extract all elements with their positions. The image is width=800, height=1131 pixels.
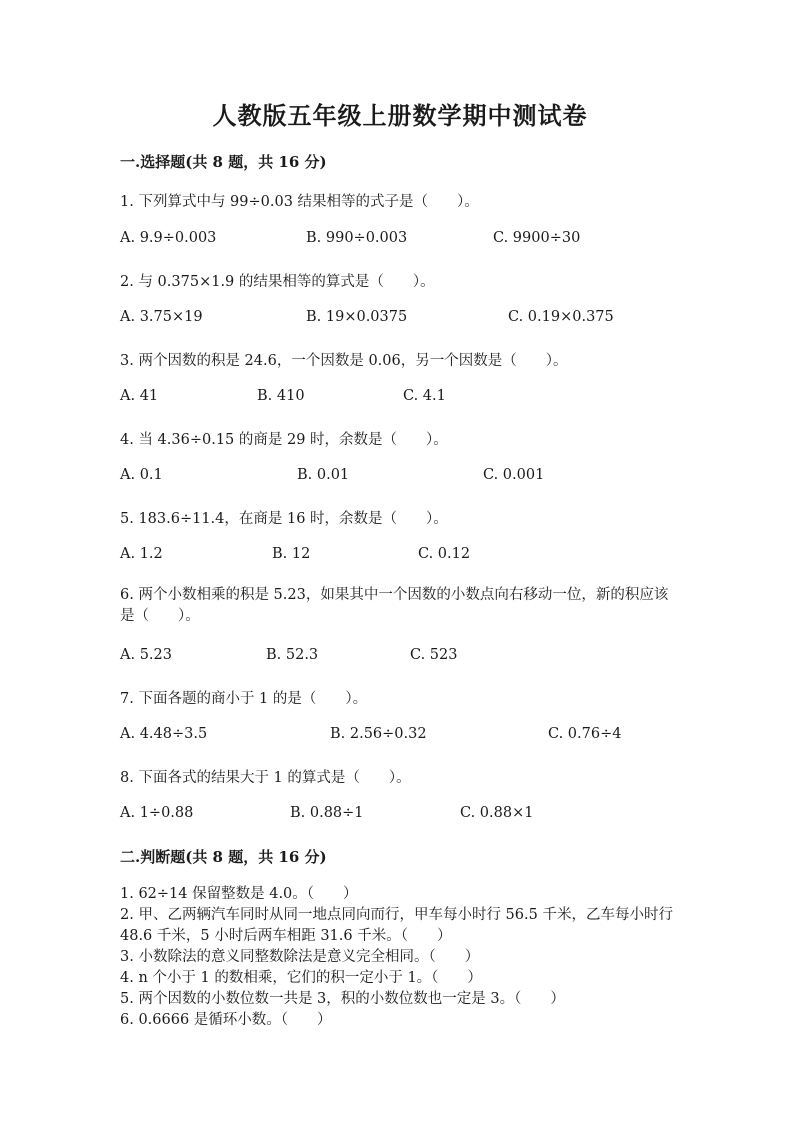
question-5: 5. 183.6÷11.4，在商是 16 时，余数是（ ）。 xyxy=(120,511,448,527)
question-3: 3. 两个因数的积是 24.6，一个因数是 0.06，另一个因数是（ ）。 xyxy=(120,353,568,369)
judge-item-6: 6. 0.6666 是循环小数。（ ） xyxy=(120,1012,332,1028)
q7-option-c: C. 0.76÷4 xyxy=(548,726,622,742)
section-heading-choice: 一.选择题(共 8 题，共 16 分) xyxy=(120,153,327,171)
judge-item-3: 3. 小数除法的意义同整数除法是意义完全相同。（ ） xyxy=(120,949,480,965)
q5-option-a: A. 1.2 xyxy=(120,546,163,562)
q4-option-c: C. 0.001 xyxy=(483,467,545,483)
q2-option-b: B. 19×0.0375 xyxy=(306,309,408,325)
section-heading-judge: 二.判断题(共 8 题，共 16 分) xyxy=(120,848,327,866)
q1-option-c: C. 9900÷30 xyxy=(493,230,581,246)
q8-option-c: C. 0.88×1 xyxy=(460,805,534,821)
judge-item-2: 2. 甲、乙两辆汽车同时从同一地点同向而行，甲车每小时行 56.5 千米，乙车每小时行 48.6 千米，5 小时后两车相距 31.6 千米。（ ） xyxy=(120,907,673,944)
q8-option-a: A. 1÷0.88 xyxy=(120,805,194,821)
question-2: 2. 与 0.375×1.9 的结果相等的算式是（ ）。 xyxy=(120,274,435,290)
q1-option-a: A. 9.9÷0.003 xyxy=(120,230,217,246)
q3-option-b: B. 410 xyxy=(257,388,305,404)
q3-option-a: A. 41 xyxy=(120,388,159,404)
question-7: 7. 下面各题的商小于 1 的是（ ）。 xyxy=(120,691,368,707)
q4-option-a: A. 0.1 xyxy=(120,467,163,483)
judge-item-1: 1. 62÷14 保留整数是 4.0。（ ） xyxy=(120,886,358,902)
question-4: 4. 当 4.36÷0.15 的商是 29 时，余数是（ ）。 xyxy=(120,432,448,448)
question-1: 1. 下列算式中与 99÷0.03 结果相等的式子是（ ）。 xyxy=(120,194,479,210)
q2-option-c: C. 0.19×0.375 xyxy=(508,309,614,325)
q7-option-b: B. 2.56÷0.32 xyxy=(330,726,427,742)
q6-option-c: C. 523 xyxy=(410,647,458,663)
q6-option-b: B. 52.3 xyxy=(266,647,319,663)
q2-option-a: A. 3.75×19 xyxy=(120,309,203,325)
judge-item-5: 5. 两个因数的小数位数一共是 3，积的小数位数也一定是 3。（ ） xyxy=(120,991,565,1007)
q7-option-a: A. 4.48÷3.5 xyxy=(120,726,208,742)
q3-option-c: C. 4.1 xyxy=(403,388,446,404)
page-title: 人教版五年级上册数学期中测试卷 xyxy=(212,101,588,130)
question-6: 6. 两个小数相乘的积是 5.23，如果其中一个因数的小数点向右移动一位，新的积应该是（ ）。 xyxy=(120,587,669,624)
judge-item-4: 4. n 个小于 1 的数相乘，它们的积一定小于 1。（ ） xyxy=(120,970,482,986)
question-8: 8. 下面各式的结果大于 1 的算式是（ ）。 xyxy=(120,770,411,786)
q8-option-b: B. 0.88÷1 xyxy=(290,805,364,821)
q1-option-b: B. 990÷0.003 xyxy=(306,230,408,246)
q4-option-b: B. 0.01 xyxy=(297,467,350,483)
q5-option-c: C. 0.12 xyxy=(418,546,471,562)
q6-option-a: A. 5.23 xyxy=(120,647,172,663)
q5-option-b: B. 12 xyxy=(272,546,311,562)
